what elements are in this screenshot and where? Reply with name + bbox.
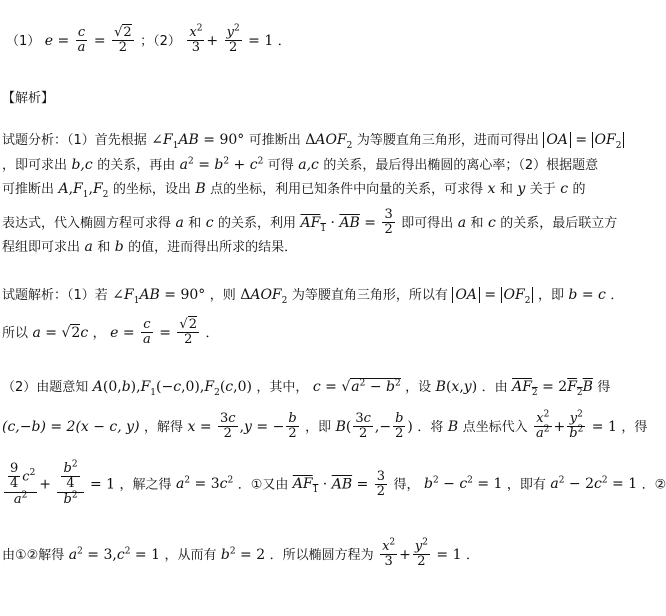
solution-text: ， <box>92 325 106 341</box>
analysis-text: 程组即可求出 <box>2 240 81 255</box>
answer-line: （1） e = $\frac{c}{a}$ = $\frac{√2}{2}$ ；（2） $\frac{x^2}{3}$ + $\frac{y^2}{2}$ = 1 ． <box>6 23 291 56</box>
analysis-text: 的关系，最后得出椭圆的离心率；（2）根据题意 <box>323 158 599 173</box>
analysis-text: 关于 <box>529 182 556 197</box>
frac-x2-over-3: $\frac{x^2}{3}$ <box>189 23 203 56</box>
analysis-text: 的值，进而得出所求的结果． <box>128 240 298 255</box>
analysis-text: 即可得出 <box>401 215 454 231</box>
analysis-text: 可推断出 <box>248 133 301 148</box>
solution-final-line: 由①②解得 $a^2 = 3,c^2 = 1$ ，从而有 $b^2 = 2$ ．所以椭圆方程为 $\frac{x^2}{3}$ + $\frac{y^2}{2}$ = 1 ． <box>2 537 479 570</box>
solution-text: ，即有 <box>506 477 546 493</box>
frac-b2-over-4b2: $\frac{\frac{b^2}{4}}{b^2}$ <box>57 462 83 507</box>
solution-text: ． <box>205 325 219 341</box>
frac-3-over-2: $\frac{3}{2}$ <box>384 207 393 238</box>
solution-text: ，即 <box>537 288 564 303</box>
solution-text: 得， <box>393 477 420 493</box>
analysis-text: ，即可求出 <box>2 158 68 173</box>
frac-sqrt2-over-2: $\frac{√2}{2}$ <box>114 25 132 56</box>
solution-text: ．② <box>641 477 666 493</box>
answer-separator: ；（2） <box>140 33 181 49</box>
frac-3c-over-2-b: $\frac{3c}{2}$ <box>355 411 371 442</box>
solution-text: 得 <box>597 380 611 395</box>
frac-9c2-over-4a2: $\frac{9}{4}$ $c^2$ $a^2$ <box>4 462 37 507</box>
solution-text: 点坐标代入 <box>462 419 528 435</box>
solution-text: 所以 <box>2 325 29 341</box>
analysis-text: 和 <box>97 240 111 255</box>
solution-text: ．①又由 <box>237 477 289 493</box>
analysis-line-1: 试题分析：（1）首先根据 $\angle F_1AB = 90^\circ$ 可推断出 $\Delta AOF_2$ 为等腰直角三角形，进而可得出 OA = $OF_2$ <box>2 133 624 147</box>
solution-text: ，解之得 <box>119 477 172 493</box>
solution-text: ． <box>465 547 479 563</box>
solution-text: ，即 <box>305 419 332 435</box>
solution-label: 试题解析： <box>2 288 68 303</box>
analysis-text: 可推断出 <box>2 182 55 197</box>
analysis-text: （1）首先根据 <box>67 133 147 148</box>
frac-3-over-2-b: $\frac{3}{2}$ <box>376 468 386 499</box>
frac-x2-over-3-final: $\frac{x^2}{3}$ <box>382 537 396 570</box>
analysis-text: 的关系，最后联立方 <box>500 215 618 231</box>
frac-3c-over-2: $\frac{3c}{2}$ <box>220 411 236 442</box>
solution-line-1: 试题解析：（1）若 $\angle F_1AB = 90^\circ$ ，则 $\Delta AOF_2$ 为等腰直角三角形，所以有 OA = $OF_2$ ，即 b = c ． <box>2 287 624 306</box>
frac-y2-over-b2: $\frac{y^2}{b^2}$ <box>569 409 584 442</box>
analysis-text: 的关系，再由 <box>97 158 176 173</box>
analysis-text: 和 <box>188 215 202 231</box>
analysis-line-4: 表达式，代入椭圆方程可求得 a 和 c 的关系，利用 $AF_1 \cdot \overline{AB}$ = $\frac{3}{2}$ 即可得出 a 和 c 的关系，最后联立方 <box>2 207 618 238</box>
solution-text: ，解得 <box>144 419 184 435</box>
solution-text: ．所以椭圆方程为 <box>269 547 374 563</box>
solution-text: ，从而有 <box>164 547 217 563</box>
solution-text: ．将 <box>417 419 444 435</box>
solution-text: ．由 <box>481 380 508 395</box>
frac-sqrt2-over-2-2: $\frac{√2}{2}$ <box>179 317 197 348</box>
solution-line-5: $\frac{9}{4}$ $c^2$ $a^2$ + $\frac{\frac{b^2}{4}}{b^2}$ = 1 ，解之得 $a^2 = 3c^2$ ．①又由 $AF_1 \cdot \overline{AB}$ = $\frac{3}{2}$ 得， $b^2 - c^2 = 1$ ，即有 $a^2 - 2c^2 = 1$ ．② <box>2 462 666 507</box>
analysis-line-2: ，即可求出 b,c 的关系，再由 $a^2 = b^2 + c^2$ 可得 a,c 的关系，最后得出椭圆的离心率；（2）根据题意 <box>2 156 599 173</box>
solution-text: ． <box>610 288 624 303</box>
solution-text: ，设 <box>405 380 432 395</box>
analysis-text: 可得 <box>267 158 294 173</box>
analysis-text: 的关系，利用 <box>218 215 297 231</box>
solution-text: （2）由题意知 <box>2 380 89 395</box>
analysis-text: 和 <box>470 215 484 231</box>
section-heading: 【解析】 <box>2 91 55 106</box>
frac-c-over-a: $\frac{c}{a}$ <box>77 25 86 56</box>
solution-text: ，则 <box>209 288 236 303</box>
frac-y2-over-2: $\frac{y^2}{2}$ <box>226 23 240 56</box>
answer-part1-label: （1） <box>6 33 41 49</box>
eccentricity-formula: e <box>44 32 54 49</box>
analysis-text: 的 <box>572 182 586 197</box>
analysis-text: 为等腰直角三角形，进而可得出 <box>356 133 539 148</box>
analysis-label: 试题分析： <box>2 133 68 148</box>
analysis-line-5: 程组即可求出 a 和 b 的值，进而得出所求的结果． <box>2 239 298 255</box>
solution-line-2: 所以 a = √2c ， e = $\frac{c}{a}$ = $\frac{√2}{2}$ ． <box>2 317 219 348</box>
frac-c-over-a-2: $\frac{c}{a}$ <box>143 317 151 348</box>
solution-text: 由①②解得 <box>2 547 65 563</box>
frac-b-over-2: $\frac{b}{2}$ <box>288 411 297 442</box>
solution-text: ，其中， <box>256 380 309 395</box>
frac-x2-over-a2: $\frac{x^2}{a^2}$ <box>536 409 550 442</box>
frac-y2-over-2-final: $\frac{y^2}{2}$ <box>414 537 428 570</box>
frac-b-over-2-b: $\frac{b}{2}$ <box>395 411 404 442</box>
solution-line-3: （2）由题意知 $A(0,b),F_1(-c,0),F_2(c,0)$ ，其中， $c = √a^2 - b^2$ ，设 B(x,y) ．由 $AF_2 = 2F_2B$ 得 <box>2 378 611 398</box>
solution-text: ，得 <box>621 419 648 435</box>
solution-line-4: (c,−b) = 2(x − c, y) ，解得 x = $\frac{3c}{2}$ ,y = − $\frac{b}{2}$ ，即 B( $\frac{3c}{2}$ ,− $\frac{b}{2}$ ) ．将 B 点坐标代入 $\frac{x^2}{a^2}$ + $\frac{y^2}{b^2}$ = 1 ，得 <box>2 409 648 442</box>
analysis-line-3: 可推断出 $A,F_1,F_2$ 的坐标，设出 B 点的坐标，利用已知条件中向量的关系，可求得 x 和 y 关于 c 的 <box>2 181 586 200</box>
answer-end: ． <box>277 33 291 49</box>
solution-text: 为等腰直角三角形，所以有 <box>291 288 448 303</box>
analysis-text: 的坐标，设出 <box>112 182 191 197</box>
analysis-text: 和 <box>499 182 513 197</box>
solution-text: （1）若 <box>67 288 108 303</box>
analysis-text: 点的坐标，利用已知条件中向量的关系，可求得 <box>210 182 484 197</box>
analysis-text: 表达式，代入椭圆方程可求得 <box>2 215 172 231</box>
